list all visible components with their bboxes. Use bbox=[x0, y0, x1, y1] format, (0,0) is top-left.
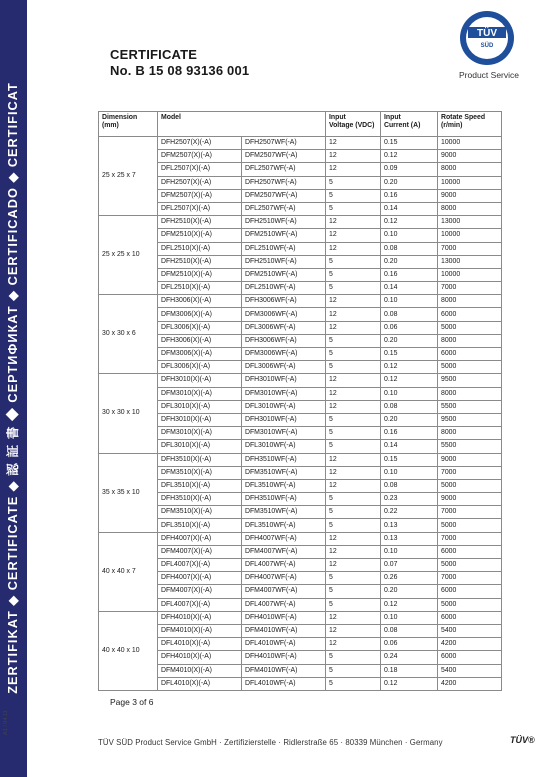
table-row bbox=[99, 624, 502, 637]
model-wf-cell: DFM4007WF(-A) bbox=[242, 545, 326, 558]
table-row bbox=[99, 506, 502, 519]
table-row bbox=[99, 176, 502, 189]
voltage-cell: 5 bbox=[326, 677, 381, 690]
voltage-cell: 12 bbox=[326, 308, 381, 321]
current-cell: 0.10 bbox=[381, 611, 438, 624]
speed-cell: 13000 bbox=[438, 255, 502, 268]
model-cell: DFL2510(X)(-A) bbox=[158, 282, 242, 295]
model-cell: DFL3010(X)(-A) bbox=[158, 400, 242, 413]
model-wf-cell: DFH3006WF(-A) bbox=[242, 295, 326, 308]
model-wf-cell: DFH3006WF(-A) bbox=[242, 334, 326, 347]
model-wf-cell: DFL2507WF(-A) bbox=[242, 202, 326, 215]
current-cell: 0.07 bbox=[381, 559, 438, 572]
current-cell: 0.13 bbox=[381, 519, 438, 532]
speed-cell: 6000 bbox=[438, 585, 502, 598]
model-cell: DFL2507(X)(-A) bbox=[158, 202, 242, 215]
table-row bbox=[99, 295, 502, 308]
speed-cell: 5000 bbox=[438, 321, 502, 334]
voltage-cell: 5 bbox=[326, 334, 381, 347]
speed-cell: 8000 bbox=[438, 334, 502, 347]
model-cell: DFH3006(X)(-A) bbox=[158, 295, 242, 308]
model-cell: DFH4010(X)(-A) bbox=[158, 651, 242, 664]
tuv-logo-icon bbox=[458, 9, 516, 67]
model-wf-cell: DFM2507WF(-A) bbox=[242, 150, 326, 163]
voltage-cell: 5 bbox=[326, 572, 381, 585]
current-cell: 0.14 bbox=[381, 202, 438, 215]
current-cell: 0.20 bbox=[381, 413, 438, 426]
table-row bbox=[99, 242, 502, 255]
table-row bbox=[99, 453, 502, 466]
voltage-cell: 5 bbox=[326, 427, 381, 440]
speed-cell: 6000 bbox=[438, 348, 502, 361]
speed-cell: 5400 bbox=[438, 664, 502, 677]
dimension-cell: 25 x 25 x 10 bbox=[99, 216, 158, 295]
table-row bbox=[99, 664, 502, 677]
model-cell: DFH4010(X)(-A) bbox=[158, 611, 242, 624]
model-wf-cell: DFH3510WF(-A) bbox=[242, 493, 326, 506]
voltage-cell: 12 bbox=[326, 466, 381, 479]
model-wf-cell: DFL3510WF(-A) bbox=[242, 479, 326, 492]
voltage-cell: 12 bbox=[326, 545, 381, 558]
speed-cell: 5400 bbox=[438, 624, 502, 637]
model-wf-cell: DFH3510WF(-A) bbox=[242, 453, 326, 466]
model-wf-cell: DFM3010WF(-A) bbox=[242, 387, 326, 400]
model-cell: DFM3010(X)(-A) bbox=[158, 427, 242, 440]
certificate-sidebar-band bbox=[0, 0, 27, 777]
table-row bbox=[99, 677, 502, 690]
speed-cell: 5500 bbox=[438, 400, 502, 413]
model-wf-cell: DFH4010WF(-A) bbox=[242, 611, 326, 624]
model-cell: DFL4010(X)(-A) bbox=[158, 638, 242, 651]
speed-cell: 7000 bbox=[438, 282, 502, 295]
model-wf-cell: DFL3006WF(-A) bbox=[242, 321, 326, 334]
model-cell: DFH3510(X)(-A) bbox=[158, 453, 242, 466]
model-wf-cell: DFM3010WF(-A) bbox=[242, 427, 326, 440]
model-cell: DFL3010(X)(-A) bbox=[158, 440, 242, 453]
current-cell: 0.12 bbox=[381, 150, 438, 163]
model-cell: DFM3510(X)(-A) bbox=[158, 506, 242, 519]
model-wf-cell: DFL2510WF(-A) bbox=[242, 242, 326, 255]
voltage-cell: 5 bbox=[326, 651, 381, 664]
current-cell: 0.15 bbox=[381, 453, 438, 466]
voltage-cell: 5 bbox=[326, 282, 381, 295]
speed-cell: 7000 bbox=[438, 506, 502, 519]
voltage-cell: 12 bbox=[326, 387, 381, 400]
certificate-model-table bbox=[98, 111, 502, 691]
speed-cell: 7000 bbox=[438, 572, 502, 585]
current-cell: 0.08 bbox=[381, 624, 438, 637]
model-wf-cell: DFL2510WF(-A) bbox=[242, 282, 326, 295]
model-wf-cell: DFL4010WF(-A) bbox=[242, 638, 326, 651]
dimension-cell: 25 x 25 x 7 bbox=[99, 137, 158, 216]
sidebar-text: ZERTIFIKAT ◆ CERTIFICATE ◆ 認 証 書 ◆ СЕРТИФИКАТ ◆ CERTIFICADO ◆ CERTIFICAT bbox=[6, 82, 20, 694]
model-cell: DFH3510(X)(-A) bbox=[158, 493, 242, 506]
model-cell: DFL3510(X)(-A) bbox=[158, 519, 242, 532]
voltage-cell: 12 bbox=[326, 638, 381, 651]
table-row bbox=[99, 466, 502, 479]
model-wf-cell: DFL2507WF(-A) bbox=[242, 163, 326, 176]
table-row bbox=[99, 334, 502, 347]
current-cell: 0.10 bbox=[381, 229, 438, 242]
product-service-label: Product Service bbox=[459, 70, 519, 80]
dimension-cell: 40 x 40 x 10 bbox=[99, 611, 158, 690]
speed-cell: 13000 bbox=[438, 216, 502, 229]
speed-cell: 5000 bbox=[438, 598, 502, 611]
voltage-cell: 12 bbox=[326, 611, 381, 624]
table-row bbox=[99, 427, 502, 440]
current-header: Input Current (A) bbox=[381, 112, 438, 137]
model-header: Model bbox=[158, 112, 326, 137]
model-cell: DFH3010(X)(-A) bbox=[158, 413, 242, 426]
footer-tuv-logo: TÜV® bbox=[510, 735, 535, 745]
speed-cell: 9000 bbox=[438, 189, 502, 202]
model-wf-cell: DFH3010WF(-A) bbox=[242, 413, 326, 426]
voltage-cell: 12 bbox=[326, 137, 381, 150]
speed-cell: 6000 bbox=[438, 611, 502, 624]
model-wf-cell: DFM3510WF(-A) bbox=[242, 466, 326, 479]
dimension-cell: 35 x 35 x 10 bbox=[99, 453, 158, 532]
current-cell: 0.08 bbox=[381, 400, 438, 413]
current-cell: 0.15 bbox=[381, 137, 438, 150]
voltage-header: Input Voltage (VDC) bbox=[326, 112, 381, 137]
voltage-cell: 5 bbox=[326, 202, 381, 215]
voltage-cell: 5 bbox=[326, 585, 381, 598]
current-cell: 0.08 bbox=[381, 308, 438, 321]
current-cell: 0.10 bbox=[381, 387, 438, 400]
speed-cell: 6000 bbox=[438, 545, 502, 558]
speed-cell: 10000 bbox=[438, 137, 502, 150]
model-cell: DFH2510(X)(-A) bbox=[158, 255, 242, 268]
speed-cell: 8000 bbox=[438, 387, 502, 400]
current-cell: 0.24 bbox=[381, 651, 438, 664]
dimension-cell: 30 x 30 x 6 bbox=[99, 295, 158, 374]
table-row bbox=[99, 202, 502, 215]
speed-cell: 9000 bbox=[438, 453, 502, 466]
table-row bbox=[99, 163, 502, 176]
logo-sub-text: SÜD bbox=[480, 43, 494, 49]
table-row bbox=[99, 572, 502, 585]
model-wf-cell: DFM4010WF(-A) bbox=[242, 624, 326, 637]
current-cell: 0.12 bbox=[381, 361, 438, 374]
table-row bbox=[99, 321, 502, 334]
model-cell: DFL4007(X)(-A) bbox=[158, 559, 242, 572]
voltage-cell: 12 bbox=[326, 453, 381, 466]
table-row bbox=[99, 229, 502, 242]
speed-cell: 5500 bbox=[438, 440, 502, 453]
model-wf-cell: DFM4007WF(-A) bbox=[242, 585, 326, 598]
table-row bbox=[99, 189, 502, 202]
table-row bbox=[99, 282, 502, 295]
model-cell: DFM3010(X)(-A) bbox=[158, 387, 242, 400]
current-cell: 0.12 bbox=[381, 374, 438, 387]
dimension-cell: 40 x 40 x 7 bbox=[99, 532, 158, 611]
model-wf-cell: DFM3006WF(-A) bbox=[242, 308, 326, 321]
current-cell: 0.10 bbox=[381, 466, 438, 479]
speed-cell: 8000 bbox=[438, 295, 502, 308]
current-cell: 0.13 bbox=[381, 532, 438, 545]
dimension-cell: 30 x 30 x 10 bbox=[99, 374, 158, 453]
model-wf-cell: DFL4007WF(-A) bbox=[242, 559, 326, 572]
current-cell: 0.26 bbox=[381, 572, 438, 585]
model-wf-cell: DFM4010WF(-A) bbox=[242, 664, 326, 677]
model-cell: DFM3510(X)(-A) bbox=[158, 466, 242, 479]
voltage-cell: 5 bbox=[326, 413, 381, 426]
current-cell: 0.08 bbox=[381, 479, 438, 492]
current-cell: 0.12 bbox=[381, 216, 438, 229]
voltage-cell: 12 bbox=[326, 242, 381, 255]
model-cell: DFM4010(X)(-A) bbox=[158, 664, 242, 677]
table-row bbox=[99, 308, 502, 321]
logo-text: TÜV bbox=[477, 28, 497, 39]
dimension-header: Dimension (mm) bbox=[99, 112, 158, 137]
speed-cell: 7000 bbox=[438, 532, 502, 545]
voltage-cell: 5 bbox=[326, 493, 381, 506]
model-cell: DFM4007(X)(-A) bbox=[158, 545, 242, 558]
table-row bbox=[99, 585, 502, 598]
table-row bbox=[99, 361, 502, 374]
model-cell: DFH3010(X)(-A) bbox=[158, 374, 242, 387]
voltage-cell: 12 bbox=[326, 321, 381, 334]
model-wf-cell: DFL3010WF(-A) bbox=[242, 400, 326, 413]
model-cell: DFM2510(X)(-A) bbox=[158, 268, 242, 281]
current-cell: 0.06 bbox=[381, 638, 438, 651]
voltage-cell: 12 bbox=[326, 163, 381, 176]
table-header-row bbox=[99, 112, 502, 137]
voltage-cell: 5 bbox=[326, 506, 381, 519]
table-row bbox=[99, 598, 502, 611]
voltage-cell: 12 bbox=[326, 295, 381, 308]
page-number: Page 3 of 6 bbox=[110, 697, 154, 707]
table-row bbox=[99, 479, 502, 492]
speed-cell: 10000 bbox=[438, 268, 502, 281]
speed-cell: 6000 bbox=[438, 651, 502, 664]
table-body bbox=[99, 137, 502, 691]
speed-cell: 10000 bbox=[438, 176, 502, 189]
model-wf-cell: DFH4010WF(-A) bbox=[242, 651, 326, 664]
speed-cell: 5000 bbox=[438, 559, 502, 572]
current-cell: 0.12 bbox=[381, 598, 438, 611]
current-cell: 0.23 bbox=[381, 493, 438, 506]
voltage-cell: 5 bbox=[326, 189, 381, 202]
current-cell: 0.09 bbox=[381, 163, 438, 176]
model-cell: DFL4007(X)(-A) bbox=[158, 598, 242, 611]
current-cell: 0.12 bbox=[381, 677, 438, 690]
table-row bbox=[99, 493, 502, 506]
model-cell: DFH2510(X)(-A) bbox=[158, 216, 242, 229]
voltage-cell: 5 bbox=[326, 361, 381, 374]
speed-cell: 5000 bbox=[438, 361, 502, 374]
model-wf-cell: DFH2507WF(-A) bbox=[242, 176, 326, 189]
table-row bbox=[99, 268, 502, 281]
model-wf-cell: DFL3510WF(-A) bbox=[242, 519, 326, 532]
model-cell: DFH4007(X)(-A) bbox=[158, 532, 242, 545]
table-row bbox=[99, 545, 502, 558]
current-cell: 0.20 bbox=[381, 176, 438, 189]
voltage-cell: 12 bbox=[326, 400, 381, 413]
voltage-cell: 5 bbox=[326, 255, 381, 268]
table-row bbox=[99, 638, 502, 651]
voltage-cell: 5 bbox=[326, 348, 381, 361]
model-wf-cell: DFL3010WF(-A) bbox=[242, 440, 326, 453]
table-row bbox=[99, 216, 502, 229]
table-row bbox=[99, 559, 502, 572]
document-reference-text: A1 / 04.11 bbox=[3, 710, 9, 735]
table-row bbox=[99, 413, 502, 426]
table-row bbox=[99, 651, 502, 664]
table-row bbox=[99, 137, 502, 150]
model-wf-cell: DFH2510WF(-A) bbox=[242, 216, 326, 229]
model-cell: DFH2507(X)(-A) bbox=[158, 176, 242, 189]
model-wf-cell: DFH4007WF(-A) bbox=[242, 572, 326, 585]
model-wf-cell: DFH2510WF(-A) bbox=[242, 255, 326, 268]
speed-cell: 8000 bbox=[438, 427, 502, 440]
voltage-cell: 12 bbox=[326, 374, 381, 387]
model-cell: DFL4010(X)(-A) bbox=[158, 677, 242, 690]
model-cell: DFH4007(X)(-A) bbox=[158, 572, 242, 585]
current-cell: 0.14 bbox=[381, 282, 438, 295]
table-row bbox=[99, 532, 502, 545]
table-row bbox=[99, 387, 502, 400]
voltage-cell: 12 bbox=[326, 532, 381, 545]
current-cell: 0.16 bbox=[381, 427, 438, 440]
current-cell: 0.10 bbox=[381, 545, 438, 558]
model-wf-cell: DFM2510WF(-A) bbox=[242, 229, 326, 242]
model-wf-cell: DFL3006WF(-A) bbox=[242, 361, 326, 374]
speed-cell: 4200 bbox=[438, 677, 502, 690]
model-cell: DFL2507(X)(-A) bbox=[158, 163, 242, 176]
speed-cell: 9500 bbox=[438, 374, 502, 387]
model-cell: DFL2510(X)(-A) bbox=[158, 242, 242, 255]
voltage-cell: 12 bbox=[326, 150, 381, 163]
current-cell: 0.08 bbox=[381, 242, 438, 255]
current-cell: 0.22 bbox=[381, 506, 438, 519]
speed-header: Rotate Speed (r/min) bbox=[438, 112, 502, 137]
footer-address: TÜV SÜD Product Service GmbH · Zertifizierstelle · Ridlerstraße 65 · 80339 München · Germany bbox=[98, 738, 443, 747]
table-row bbox=[99, 519, 502, 532]
voltage-cell: 12 bbox=[326, 559, 381, 572]
model-cell: DFM2507(X)(-A) bbox=[158, 150, 242, 163]
table-row bbox=[99, 150, 502, 163]
speed-cell: 9500 bbox=[438, 413, 502, 426]
table-row bbox=[99, 255, 502, 268]
model-wf-cell: DFL4010WF(-A) bbox=[242, 677, 326, 690]
model-wf-cell: DFM2510WF(-A) bbox=[242, 268, 326, 281]
voltage-cell: 5 bbox=[326, 598, 381, 611]
table-row bbox=[99, 374, 502, 387]
current-cell: 0.20 bbox=[381, 585, 438, 598]
current-cell: 0.18 bbox=[381, 664, 438, 677]
model-wf-cell: DFH4007WF(-A) bbox=[242, 532, 326, 545]
voltage-cell: 5 bbox=[326, 519, 381, 532]
current-cell: 0.10 bbox=[381, 295, 438, 308]
table-row bbox=[99, 611, 502, 624]
model-cell: DFL3006(X)(-A) bbox=[158, 321, 242, 334]
model-cell: DFM2507(X)(-A) bbox=[158, 189, 242, 202]
certificate-title: CERTIFICATE bbox=[110, 47, 198, 62]
current-cell: 0.16 bbox=[381, 268, 438, 281]
speed-cell: 7000 bbox=[438, 466, 502, 479]
model-cell: DFM4010(X)(-A) bbox=[158, 624, 242, 637]
current-cell: 0.16 bbox=[381, 189, 438, 202]
current-cell: 0.20 bbox=[381, 255, 438, 268]
model-wf-cell: DFM2507WF(-A) bbox=[242, 189, 326, 202]
model-wf-cell: DFL4007WF(-A) bbox=[242, 598, 326, 611]
current-cell: 0.15 bbox=[381, 348, 438, 361]
model-cell: DFL3510(X)(-A) bbox=[158, 479, 242, 492]
voltage-cell: 5 bbox=[326, 176, 381, 189]
table-row bbox=[99, 348, 502, 361]
speed-cell: 4200 bbox=[438, 638, 502, 651]
model-wf-cell: DFM3510WF(-A) bbox=[242, 506, 326, 519]
model-cell: DFH2507(X)(-A) bbox=[158, 137, 242, 150]
voltage-cell: 5 bbox=[326, 664, 381, 677]
model-cell: DFM3006(X)(-A) bbox=[158, 308, 242, 321]
speed-cell: 5000 bbox=[438, 479, 502, 492]
speed-cell: 8000 bbox=[438, 163, 502, 176]
model-cell: DFM4007(X)(-A) bbox=[158, 585, 242, 598]
speed-cell: 8000 bbox=[438, 202, 502, 215]
speed-cell: 5000 bbox=[438, 519, 502, 532]
speed-cell: 10000 bbox=[438, 229, 502, 242]
speed-cell: 9000 bbox=[438, 150, 502, 163]
voltage-cell: 12 bbox=[326, 624, 381, 637]
voltage-cell: 5 bbox=[326, 440, 381, 453]
voltage-cell: 12 bbox=[326, 216, 381, 229]
model-wf-cell: DFH3010WF(-A) bbox=[242, 374, 326, 387]
voltage-cell: 12 bbox=[326, 479, 381, 492]
current-cell: 0.06 bbox=[381, 321, 438, 334]
table-row bbox=[99, 440, 502, 453]
model-cell: DFM2510(X)(-A) bbox=[158, 229, 242, 242]
model-cell: DFL3006(X)(-A) bbox=[158, 361, 242, 374]
speed-cell: 9000 bbox=[438, 493, 502, 506]
voltage-cell: 12 bbox=[326, 229, 381, 242]
voltage-cell: 5 bbox=[326, 268, 381, 281]
model-cell: DFM3006(X)(-A) bbox=[158, 348, 242, 361]
current-cell: 0.20 bbox=[381, 334, 438, 347]
current-cell: 0.14 bbox=[381, 440, 438, 453]
model-cell: DFH3006(X)(-A) bbox=[158, 334, 242, 347]
table-row bbox=[99, 400, 502, 413]
speed-cell: 7000 bbox=[438, 242, 502, 255]
speed-cell: 6000 bbox=[438, 308, 502, 321]
model-wf-cell: DFM3006WF(-A) bbox=[242, 348, 326, 361]
certificate-number: No. B 15 08 93136 001 bbox=[110, 63, 250, 78]
model-wf-cell: DFH2507WF(-A) bbox=[242, 137, 326, 150]
